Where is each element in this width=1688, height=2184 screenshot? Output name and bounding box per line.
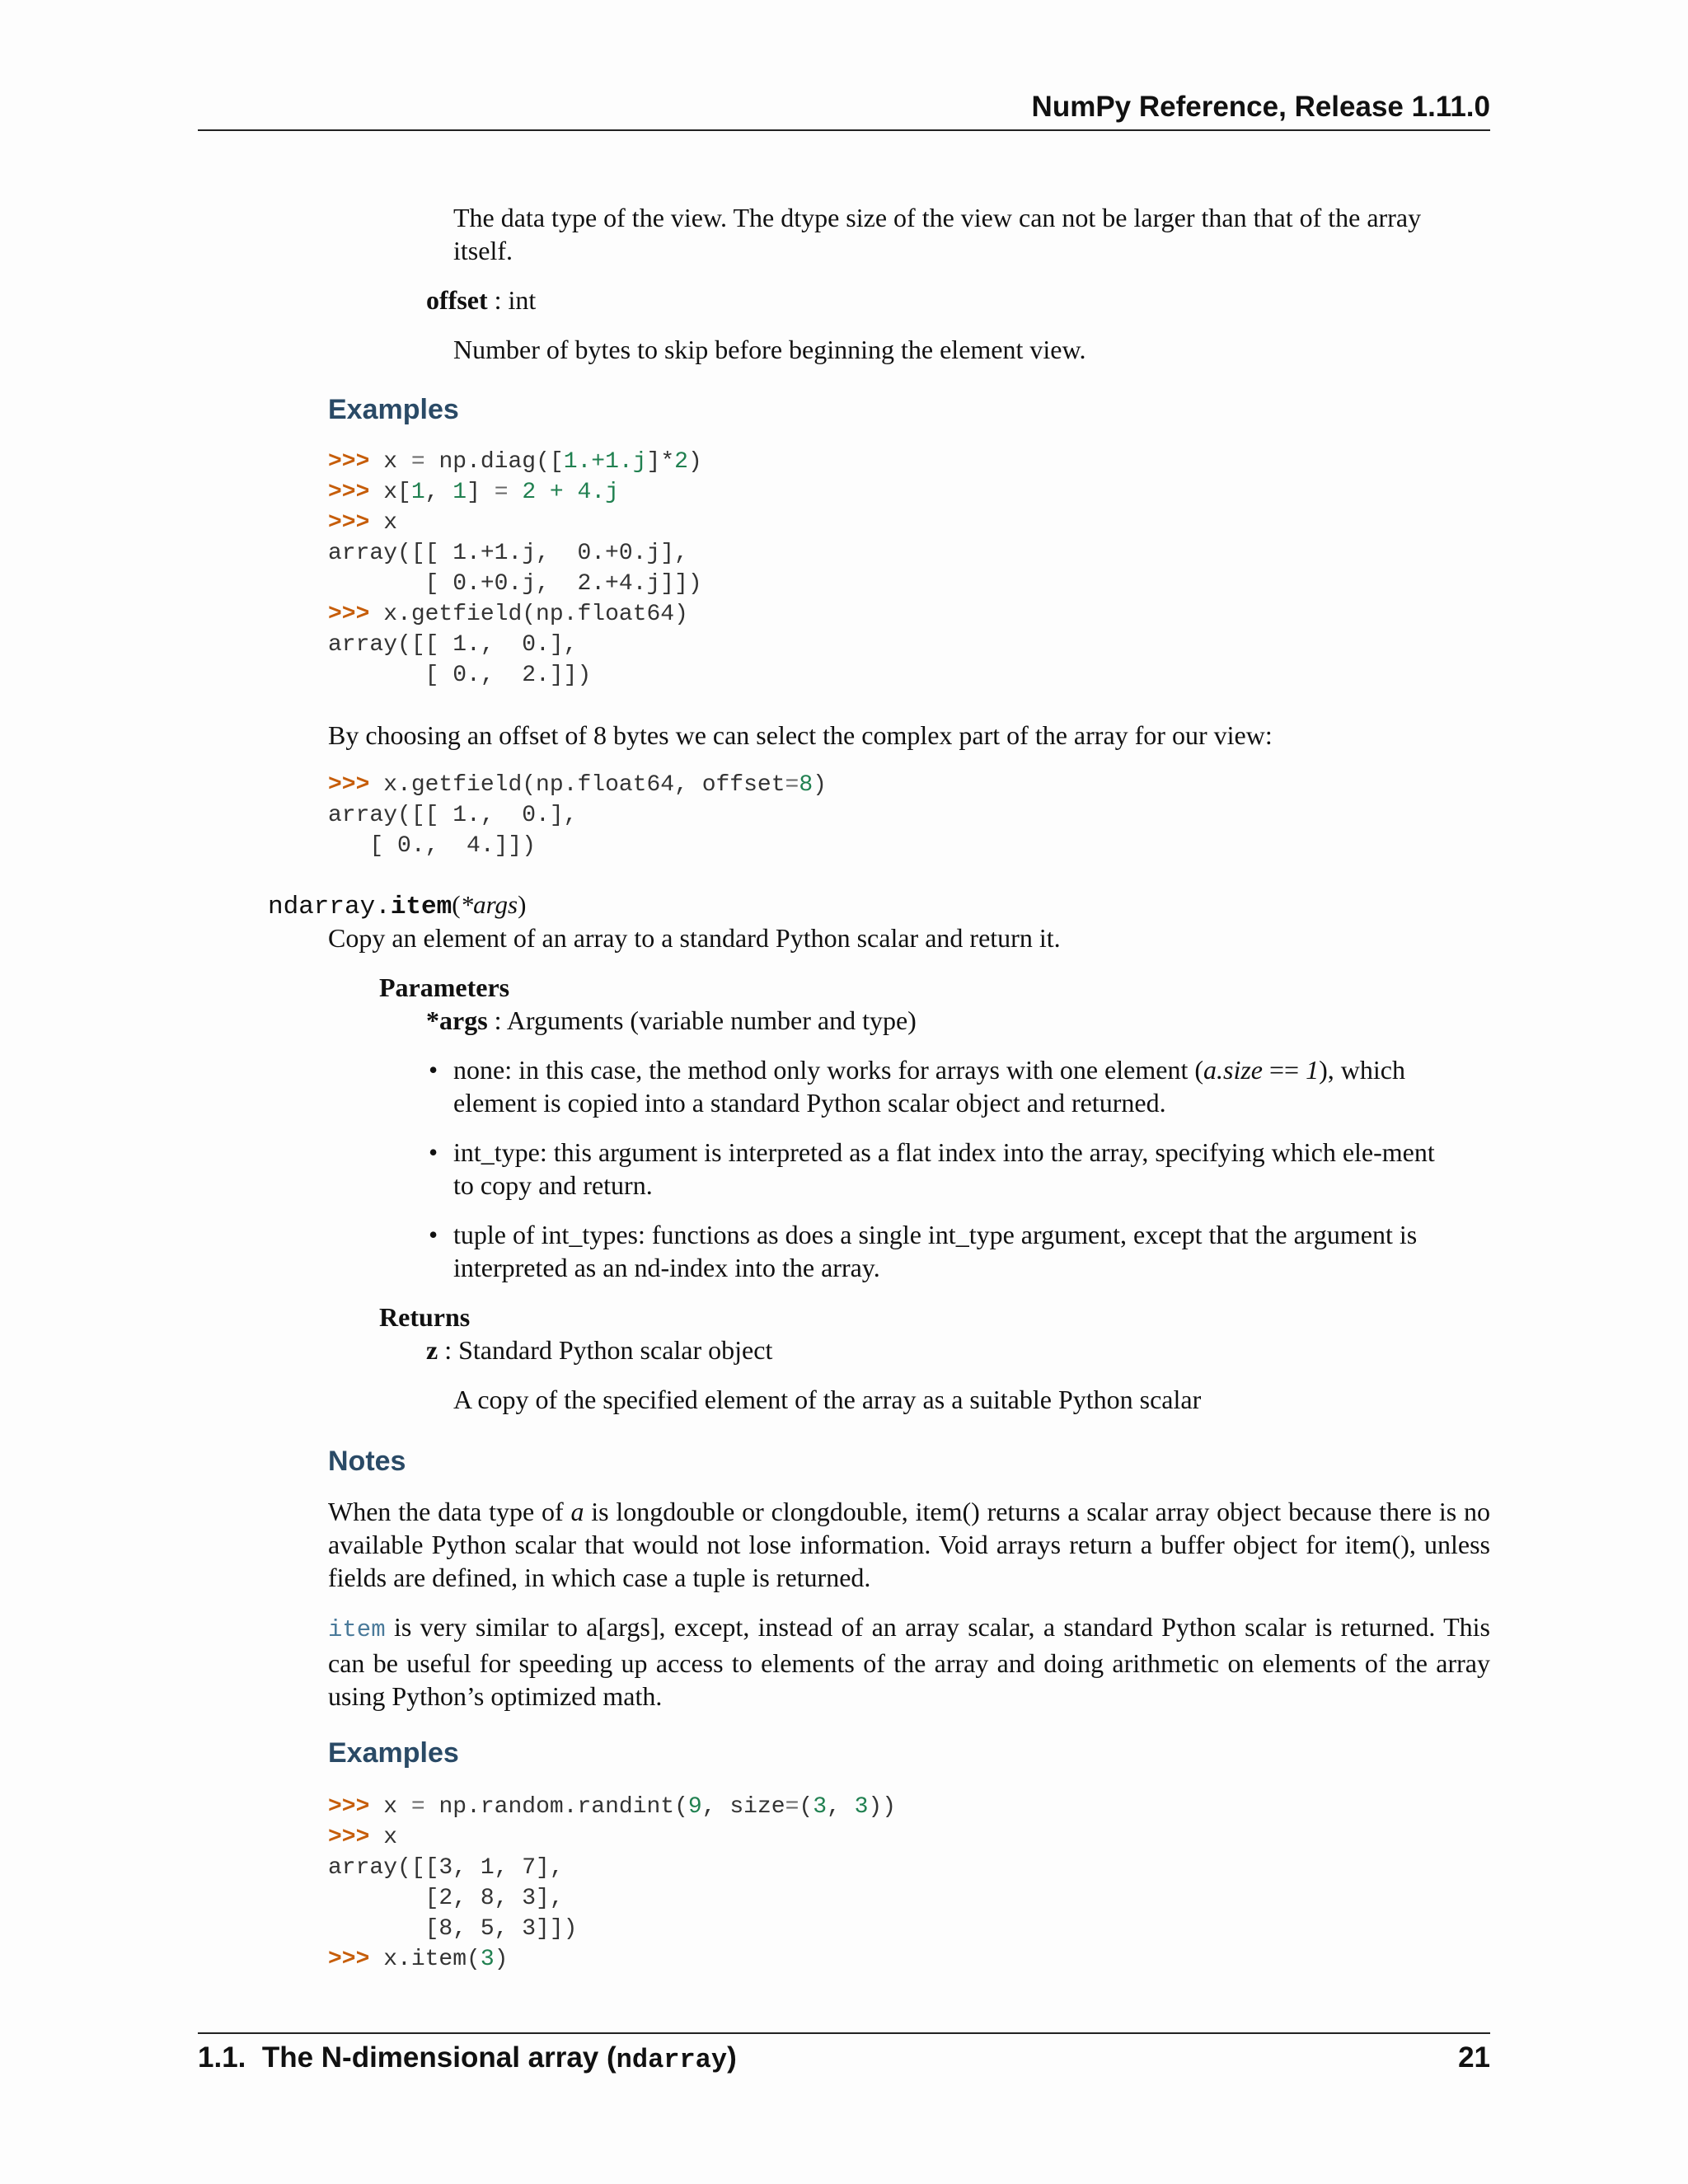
notes-heading: Notes [328, 1446, 406, 1477]
running-header: NumPy Reference, Release 1.11.0 [1031, 91, 1490, 123]
notes-paragraph-1: When the data type of a is longdouble or clongdouble, item() returns a scalar array object because there is no available Python scalar that would not lose information. Void arrays return a buffer object for item(), unless fields are defined, in which case a tuple is returned. [328, 1497, 1491, 1592]
offset-explanation: By choosing an offset of 8 bytes we can select the complex part of the array for our view: [328, 720, 1273, 750]
dtype-description: The data type of the view. The dtype size of the view can not be larger than that of the array itself. [453, 203, 1422, 265]
returns-value: z : Standard Python scalar object [426, 1335, 773, 1365]
examples-heading: Examples [328, 394, 459, 425]
code-block-offset: >>> x.getfield(np.float64, offset=8) array([[ 1., 0.], [ 0., 4.]]) [328, 772, 827, 859]
returns-heading: Returns [379, 1302, 471, 1332]
bullet-none: • none: in this case, the method only works for arrays with one element (a.size == 1), which element is copied into a standard Python scalar object and returned. [429, 1055, 1405, 1118]
bullet-int-type: • int_type: this argument is interpreted as a flat index into the array, specifying which ele-ment to copy and return. [429, 1137, 1435, 1200]
offset-param [426, 284, 536, 316]
examples-heading-2: Examples [328, 1737, 459, 1769]
returns-description: A copy of the specified element of the array as a suitable Python scalar [453, 1385, 1202, 1414]
method-signature: ndarray.item(*args) [268, 890, 527, 921]
param-type: int [508, 285, 537, 315]
param-name: offset [426, 285, 488, 315]
code-block-item: >>> x = np.random.randint(9, size=(3, 3)) >>> x array([[3, 1, 7], [2, 8, 3], [8, 5, 3]]) >>> x.item(3) [328, 1794, 897, 1972]
bullet-tuple: • tuple of int_types: functions as does a single int_type argument, except that the argument is interpreted as an nd-index into the array. [429, 1220, 1418, 1282]
header-rule [198, 129, 1490, 131]
method-name: item [390, 893, 452, 921]
item-link[interactable]: item [328, 1616, 386, 1643]
parameters-heading: Parameters [379, 972, 510, 1002]
page-number: 21 [1458, 2041, 1490, 2074]
footer-section: 1.1. The N-dimensional array (ndarray) [198, 2041, 737, 2075]
footer [198, 2041, 1490, 2075]
param-sep: : [487, 285, 509, 315]
offset-description: Number of bytes to skip before beginning the element view. [453, 335, 1086, 364]
code-block-getfield: >>> x = np.diag([1.+1.j]*2) >>> x[1, 1] = 2 + 4.j >>> x array([[ 1.+1.j, 0.+0.j], [ 0.+0.j, 2.+4.j]]) >>> x.getfield(np.float64) array([[ 1., 0.], [ 0., 2.]]) [328, 449, 702, 688]
method-summary: Copy an element of an array to a standard Python scalar and return it. [328, 923, 1061, 953]
args-param: *args : Arguments (variable number and type) [426, 1005, 917, 1035]
footer-rule [198, 2032, 1490, 2034]
notes-paragraph-2: item is very similar to a[args], except, instead of an array scalar, a standard Python scalar is returned. This can be useful for speeding up access to elements of the array and doing arithmetic on elements of the array using Python’s optimized math. [328, 1612, 1490, 1711]
